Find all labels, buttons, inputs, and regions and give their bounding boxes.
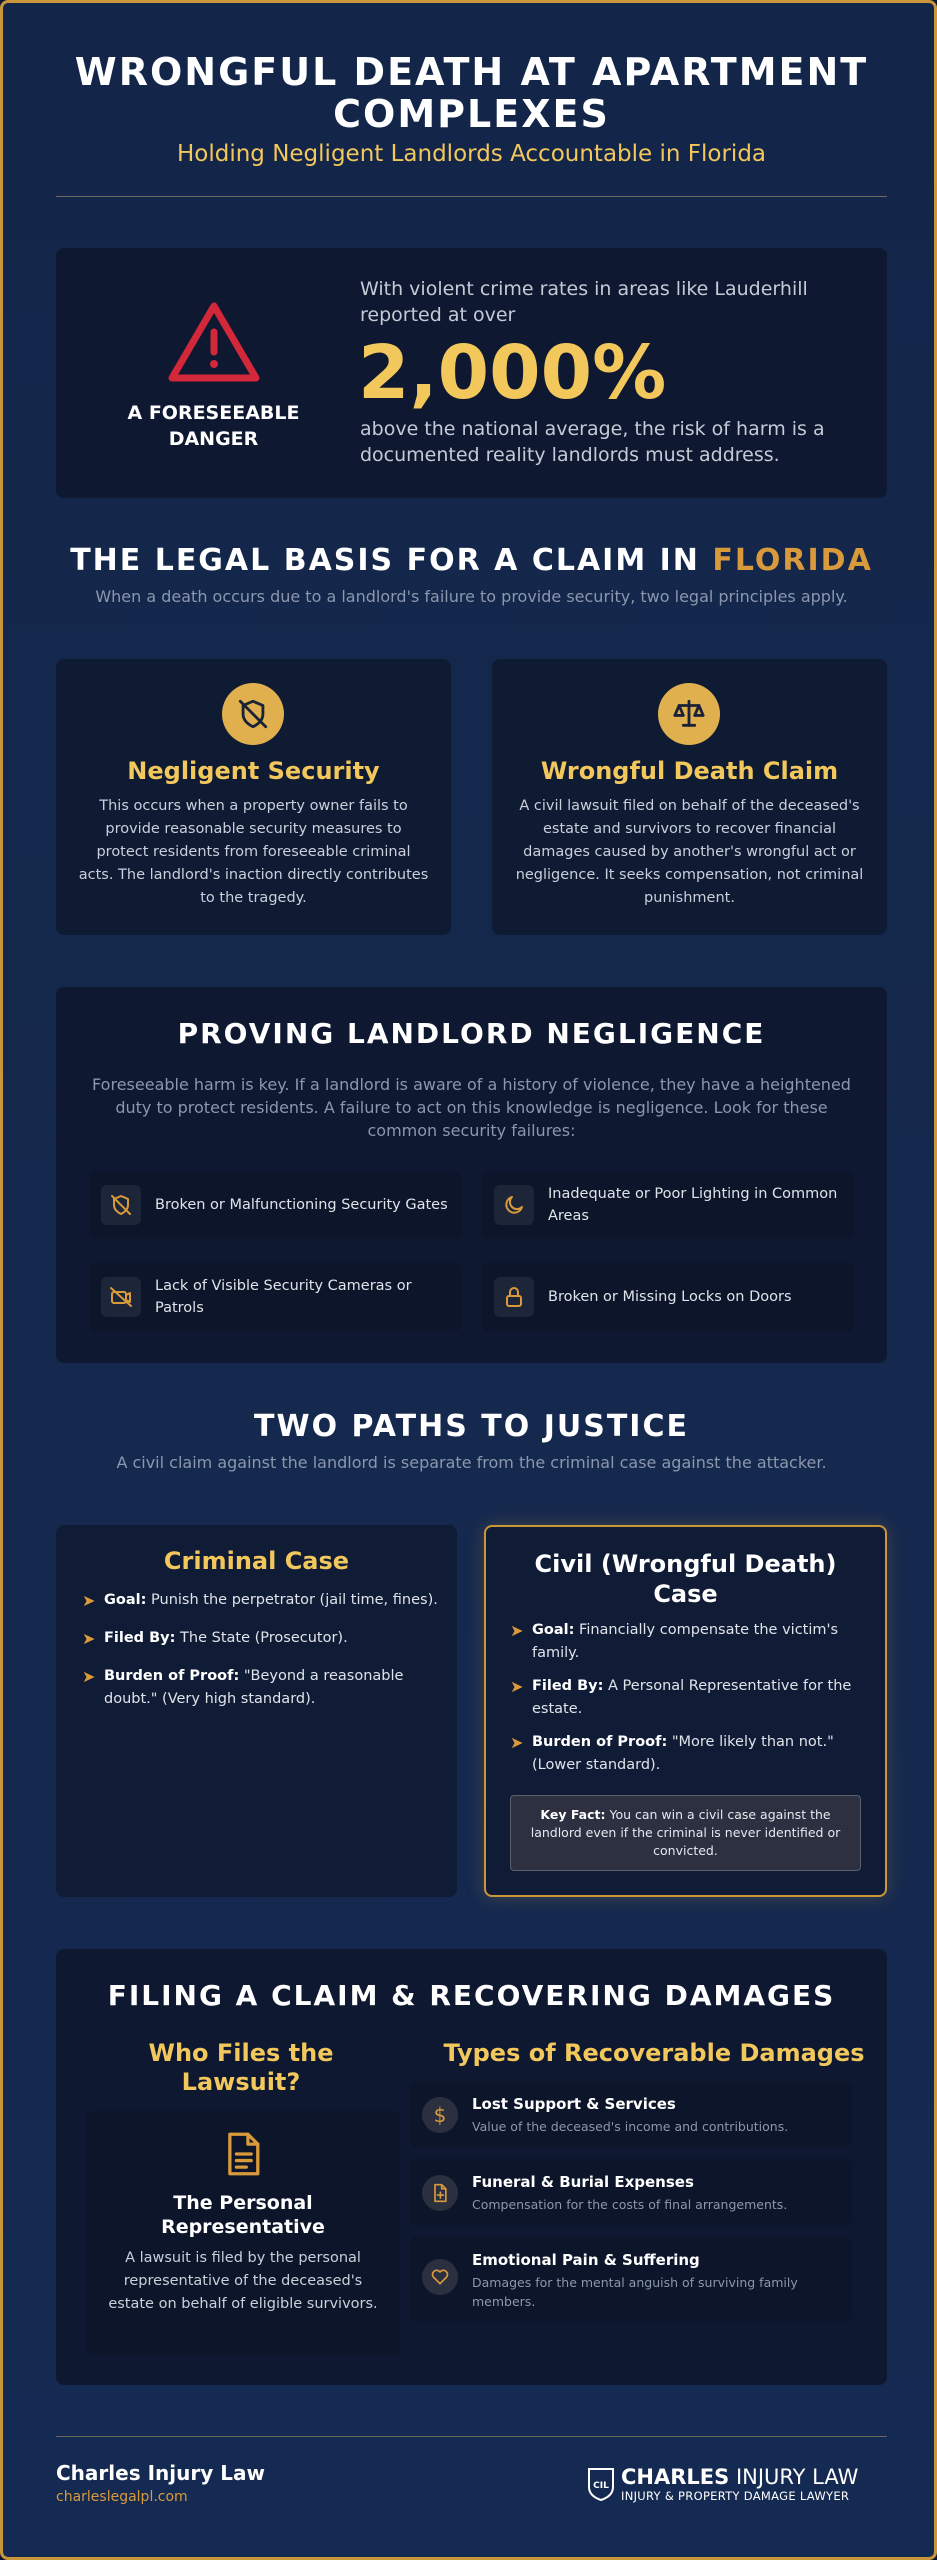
document-icon — [223, 2131, 263, 2177]
damage-desc: Value of the deceased's income and contributions. — [472, 2119, 789, 2134]
arrow-icon: ➤ — [82, 1629, 96, 1648]
paths-subtitle: A civil claim against the landlord is separate from the criminal case against the attacker. — [116, 1453, 827, 1472]
who-files-name: The Personal Representative — [161, 2192, 325, 2238]
civil-bullet-burden: ➤ Burden of Proof: "More likely than not." (Lower standard). — [510, 1733, 834, 1773]
damage-title: Emotional Pain & Suffering — [472, 2251, 700, 2269]
civil-bullet-goal: ➤ Goal: Financially compensate the victim's family. — [510, 1621, 839, 1661]
failure-label: Lack of Visible Security Cameras or Patrols — [155, 1278, 412, 1316]
legal-basis-subtitle: When a death occurs due to a landlord's failure to provide security, two legal principles apply. — [95, 587, 848, 606]
logo-tagline: INJURY & PROPERTY DAMAGE LAWYER — [621, 2489, 850, 2503]
who-files-title: Who Files the Lawsuit? — [148, 2039, 334, 2096]
failure-label: Broken or Malfunctioning Security Gates — [155, 1197, 448, 1213]
danger-outro: above the national average, the risk of harm is a documented reality landlords must address. — [360, 418, 825, 466]
damage-item-pain — [410, 2237, 852, 2321]
danger-intro: With violent crime rates in areas like Lauderhill reported at over — [360, 278, 808, 326]
shield-off-icon — [222, 683, 284, 745]
criminal-bullet-filed-by: ➤ Filed By: The State (Prosecutor). — [82, 1629, 348, 1648]
shield-off-icon — [101, 1185, 141, 1225]
civil-case-card — [484, 1525, 887, 1897]
negligence-title: PROVING LANDLORD NEGLIGENCE — [177, 1017, 766, 1050]
moon-icon — [494, 1185, 534, 1225]
heart-icon — [422, 2259, 458, 2295]
filing-card — [56, 1949, 887, 2385]
lock-icon — [494, 1277, 534, 1317]
failure-item-lighting — [482, 1171, 854, 1239]
legal-basis-title-highlight: FLORIDA — [712, 543, 873, 578]
key-fact-box — [510, 1795, 861, 1871]
danger-stat: 2,000% — [358, 330, 667, 416]
logo-name-light: INJURY LAW — [735, 2465, 859, 2489]
warning-triangle-icon — [166, 300, 262, 384]
negligent-security-card — [56, 659, 451, 935]
negligent-security-title: Negligent Security — [127, 757, 380, 785]
arrow-icon: ➤ — [82, 1667, 96, 1686]
damage-title: Lost Support & Services — [472, 2095, 676, 2113]
criminal-bullet-goal: ➤ Goal: Punish the perpetrator (jail time, fines). — [82, 1591, 438, 1610]
logo-mark-text: CIL — [593, 2481, 609, 2491]
logo-name-bold: CHARLES — [621, 2465, 730, 2489]
arrow-icon: ➤ — [510, 1733, 524, 1752]
filing-title: FILING A CLAIM & RECOVERING DAMAGES — [107, 1979, 836, 2012]
negligent-security-body: This occurs when a property owner fails to provide reasonable security measures to protect residents from foreseeable criminal acts. The landlord's inaction directly contributes to the tragedy. — [78, 798, 429, 906]
damages-types-title: Types of Recoverable Damages — [443, 2039, 865, 2067]
civil-bullet-filed-by: ➤ Filed By: A Personal Representative for the estate. — [510, 1677, 852, 1717]
arrow-icon: ➤ — [510, 1677, 524, 1696]
danger-card — [56, 248, 887, 498]
header-divider — [56, 196, 887, 197]
page-title: WRONGFUL DEATH AT APARTMENT COMPLEXES — [74, 50, 869, 136]
who-files-body: A lawsuit is filed by the personal representative of the deceased's estate on behalf of eligible survivors. — [108, 2250, 378, 2312]
damage-desc: Damages for the mental anguish of surviving family members. — [472, 2275, 798, 2309]
failure-item-cameras — [89, 1263, 461, 1331]
failure-item-gates — [89, 1171, 461, 1239]
criminal-bullet-burden: ➤ Burden of Proof: "Beyond a reasonable doubt." (Very high standard). — [82, 1667, 404, 1707]
criminal-case-card — [56, 1525, 457, 1897]
footer-website-link[interactable]: charleslegalpl.com — [56, 2489, 188, 2505]
damage-item-support — [410, 2081, 852, 2147]
logo-wordmark — [621, 2465, 858, 2489]
wrongful-death-body: A civil lawsuit filed on behalf of the deceased's estate and survivors to recover financial damages caused by another's wrongful act or negligence. It seeks compensation, not criminal punishment. — [515, 798, 864, 906]
camera-off-icon — [101, 1277, 141, 1317]
damage-title: Funeral & Burial Expenses — [472, 2173, 694, 2191]
page-subtitle: Holding Negligent Landlords Accountable in Florida — [176, 141, 767, 167]
failure-label: Broken or Missing Locks on Doors — [548, 1289, 792, 1305]
negligence-intro: Foreseeable harm is key. If a landlord is aware of a history of violence, they have a heightened duty to protect residents. A failure to act on this knowledge is negligence. Look for these common security failures: — [92, 1075, 851, 1140]
wrongful-death-title: Wrongful Death Claim — [540, 757, 839, 785]
key-fact-text: You can win a civil case against the landlord even if the criminal is never identified or convicted. — [530, 1807, 841, 1858]
arrow-icon: ➤ — [510, 1621, 524, 1640]
who-files-box — [86, 2111, 400, 2355]
arrow-icon: ➤ — [82, 1591, 96, 1610]
footer-divider — [56, 2436, 887, 2437]
failure-label: Inadequate or Poor Lighting in Common Areas — [548, 1186, 838, 1224]
legal-basis-title: THE LEGAL BASIS FOR A CLAIM IN FLORIDA — [70, 543, 873, 578]
damage-desc: Compensation for the costs of final arrangements. — [472, 2197, 788, 2212]
criminal-case-title: Criminal Case — [163, 1547, 350, 1575]
negligence-card — [56, 987, 887, 1363]
damage-item-funeral — [410, 2159, 852, 2225]
wrongful-death-card — [492, 659, 887, 935]
paths-title: TWO PATHS TO JUSTICE — [254, 1409, 689, 1444]
footer-firm-name: Charles Injury Law — [56, 2461, 265, 2485]
danger-label: A FORESEEABLE DANGER — [127, 402, 300, 450]
key-fact-label: Key Fact: — [540, 1807, 606, 1822]
logo-shield-icon — [587, 2467, 615, 2501]
failure-item-locks — [482, 1263, 854, 1331]
civil-case-title: Civil (Wrongful Death) Case — [534, 1550, 837, 1608]
dollar-icon: $ — [422, 2097, 458, 2133]
footer-logo — [587, 2465, 887, 2505]
scales-icon — [658, 683, 720, 745]
file-plus-icon — [422, 2175, 458, 2211]
